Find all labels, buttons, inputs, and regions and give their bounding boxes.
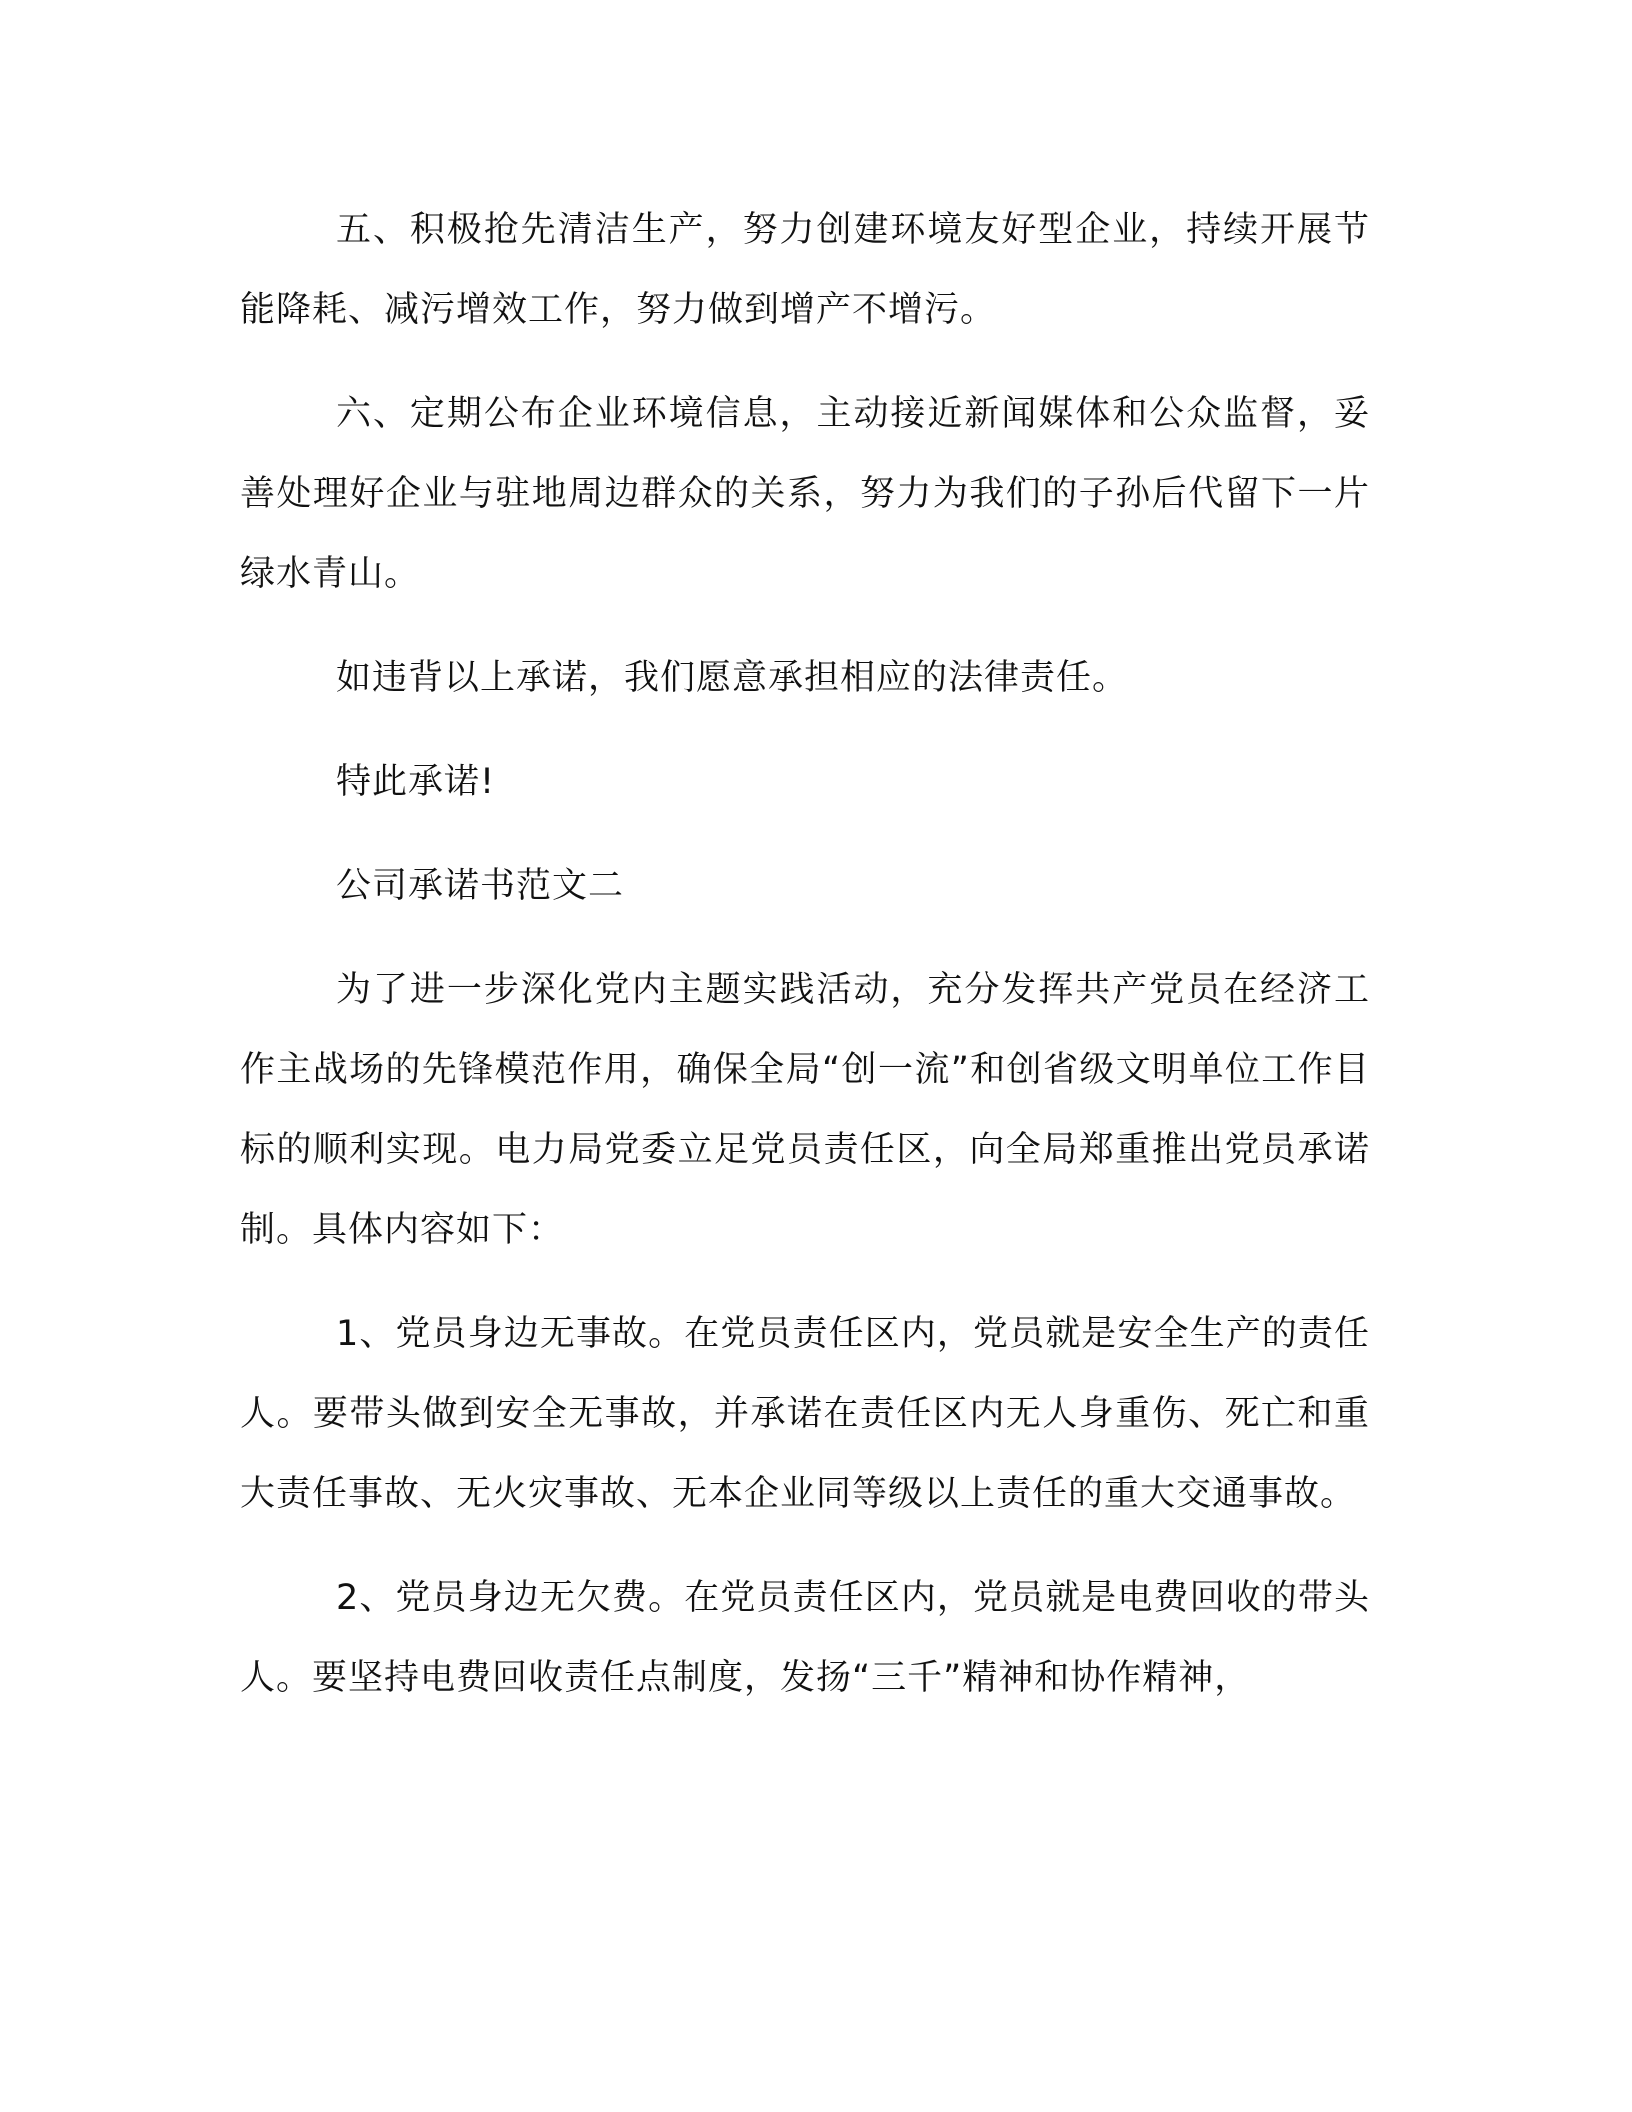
paragraph-item-6: 六、定期公布企业环境信息，主动接近新闻媒体和公众监督，妥善处理好企业与驻地周边群众的关系，努力为我们的子孙后代留下一片绿水青山。	[240, 394, 1370, 594]
section-heading: 公司承诺书范文二	[336, 866, 625, 906]
commitment-item-1: 1、党员身边无事故。在党员责任区内，党员就是安全生产的责任人。要带头做到安全无事故，并承诺在责任区内无人身重伤、死亡和重大责任事故、无火灾事故、无本企业同等级以上责任的重大交通事故。	[240, 1314, 1370, 1514]
commitment-closing: 特此承诺!	[336, 762, 496, 802]
intro-paragraph: 为了进一步深化党内主题实践活动，充分发挥共产党员在经济工作主战场的先锋模范作用，确保全局“创一流”和创省级文明单位工作目标的顺利实现。电力局党委立足党员责任区，向全局郑重推出党员承诺制。具体内容如下：	[240, 970, 1370, 1250]
paragraph-item-5: 五、积极抢先清洁生产，努力创建环境友好型企业，持续开展节能降耗、减污增效工作，努力做到增产不增污。	[240, 210, 1370, 330]
violation-liability-paragraph: 如违背以上承诺，我们愿意承担相应的法律责任。	[336, 658, 1129, 698]
document-body	[240, 190, 1370, 1742]
commitment-item-2: 2、党员身边无欠费。在党员责任区内，党员就是电费回收的带头人。要坚持电费回收责任点制度，发扬“三千”精神和协作精神，	[240, 1578, 1370, 1698]
